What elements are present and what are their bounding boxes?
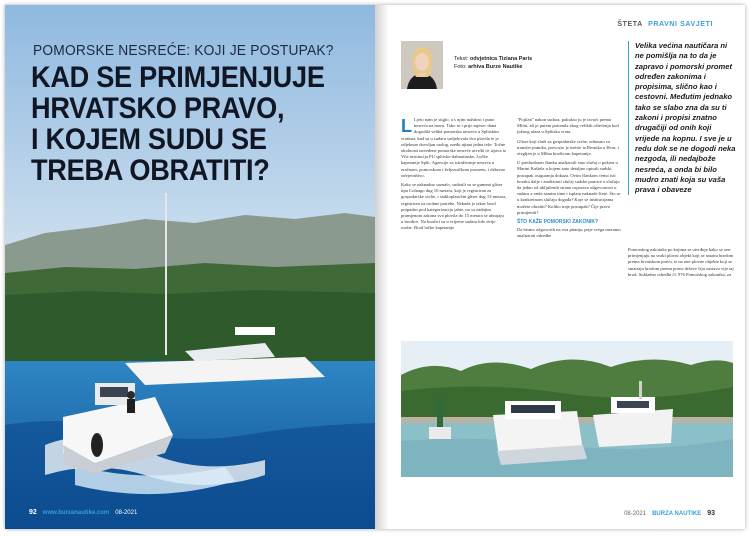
paragraph: U prethodnom članku analizirali smo slučaj o požaru u Marini Kaštela u kojem smo detaljno opisali sudski postupak osiguranja dokaza. Ovim člankom ćemo isti koraku dalje i analizirati slučaj sudske parnice u slučaju da jedno od uključenih strana osporava odgovornost u sudaru a onda samim time i isplatu naknade štete. Što se u konkretnom slučaju događa? Koje se institucijama možete obratiti? Koliko traje postupak? Čije pravo primijeniti? <box>517 160 621 215</box>
article-column-2 <box>517 117 623 243</box>
left-page <box>5 5 375 529</box>
paragraph: Gliser koji služi za gospodarske svrhe, odnosno za transfer putnika, prevozio je turiste iz Resnika u Hvar, i otegljen je u Milna brodicom kapetanije. <box>517 138 619 157</box>
author-portrait <box>401 41 443 89</box>
text-credit-prefix: Tekst: <box>454 56 469 62</box>
right-page-number: 93 <box>707 510 715 517</box>
left-page-footer <box>29 509 137 516</box>
headline-line-1: KAD SE PRIMJENJUJE <box>31 61 325 94</box>
paragraph: "Pojilan" nakon sudara, pokušao ju je izvući prema Milni, ali je putem potonula zbog velikih oštećenja kod južnog ulaza u Splitska vrata. <box>517 117 619 135</box>
text-credit-line <box>454 55 532 63</box>
paragraph <box>401 117 507 179</box>
section-tag <box>617 21 713 28</box>
paragraph: Pomorskog zakonika po kojima se utvrđuje kako se one primjenjuju na svaki plovni objekt koji se smatra brodom prema hrvatskom pravu, te na one plovne objekte koji se smatraju brodom prema pravu države čiju zastavu vije taj brod. Sukladno odredbi čl. 976 Pomorskog zakonika, za <box>628 247 734 277</box>
right-issue: 08-2021 <box>624 511 647 517</box>
article-column-1 <box>401 117 507 235</box>
article-credits <box>454 55 532 71</box>
magazine-url: www.burzanautike.com <box>42 510 110 516</box>
photo-credit-author: arhiva Burze Nautike <box>468 64 523 70</box>
right-page <box>375 5 745 529</box>
drop-cap: L <box>401 116 412 136</box>
article-kicker: POMORSKE NESREĆE: KOJI JE POSTUPAK? <box>33 42 334 59</box>
section-label-a: ŠTETA <box>617 21 643 28</box>
left-page-number: 92 <box>29 509 37 516</box>
text-credit-author: odvjetnica Tiziana Paris <box>469 56 533 62</box>
headline-line-2: HRVATSKO PRAVO, <box>31 92 285 125</box>
pull-quote: Velika većina nautičara ni ne pomišlja na to da je zapravo i pomorski promet određen zakonima i propisima, slično kao i cestovni. Međutim jednako tako se slabo zna da su ti zakoni i propisi znatno drugačiji od onih koji vrijede na kopnu. I sve je u redu dok se ne dogodi neka nezgoda, ili nedajbože nesreća, a onda bi bilo mudro znati koja su vaša prava i obaveze <box>628 41 736 195</box>
magazine-name: BURZA NAUTIKE <box>652 511 702 517</box>
photo-credit-line <box>454 63 532 71</box>
paragraph: Da bismo odgovorili na ova pitanja, prije svega moramo analizirati odredbe <box>517 227 621 239</box>
article-headline <box>31 62 344 186</box>
left-issue: 08-2021 <box>115 510 138 516</box>
magazine-spread <box>5 5 745 529</box>
section-label-b: PRAVNI SAVJETI <box>648 21 713 28</box>
right-page-footer <box>624 510 715 517</box>
paragraph-text: Ljeto nam je stiglo, a s njim nažalost i puno nesreća na moru. Tako se i prije mjesec dana dogodila velika pomorska nesreća u Splitskim vratima, kad su u sudaru sudjelovala dva plovila te je odjeknuo dovoljan razlog, među njima jedna teže. Točne okolnosti navedene pomorske nesreće utvrđit će izjava iz Vile institucija PU splitsko-dalmatinske, Lučke kapetanije Split, Agencije za istraživanje nesreća u zračnom, pomorskom i željezničkom prometu, i državno odvjetništvo. <box>401 117 506 178</box>
boats-in-harbor-photo <box>401 341 733 477</box>
article-subhead: ŠTO KAŽE POMORSKI ZAKONIK? <box>517 219 599 226</box>
headline-line-3: I KOJEM SUDU SE <box>31 123 267 156</box>
photo-credit-prefix: Foto: <box>454 64 467 70</box>
article-column-3 <box>628 247 736 281</box>
paragraph: Kako se naknadno saznalo, sudarili su se gumeni gliser tipa Colnago dug 10 metara, koji je registriran za gospodarske svrhe, i stakloplastični gliser dug 13 metara, registriran za osobne potrebe. Nekada je takav brod potpadao pod kategorizaciju jahte, no sa zadnjim promjenom zakona sva plovila do 15 metara se ubrajaju u brodice. Na brodici su u vrijeme sudara bile dvije osobe. Brod lučke kapetanije <box>401 182 507 231</box>
headline-line-4: TREBA OBRATITI? <box>31 154 270 187</box>
